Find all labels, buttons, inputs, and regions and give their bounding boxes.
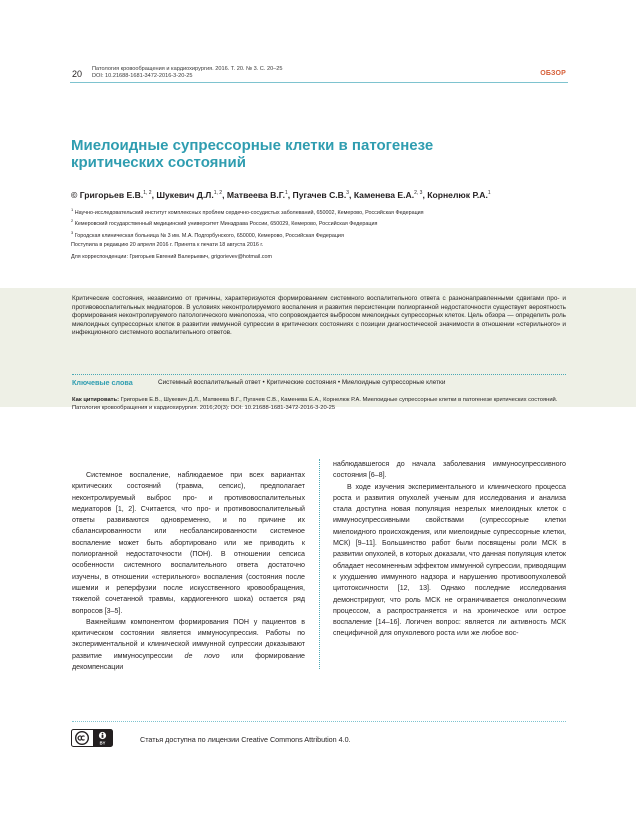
doi-line: DOI: 10.21688-1681-3472-2016-3-20-25 [92,73,193,80]
citation-text: Григорьев Е.В., Шукевич Д.Л., Матвеева В.Г., Пугачев С.В., Каменева Е.А., Корнелюк Р.А. Миелоидные супрессорные клетки в патогенезе критических состояний. Патология кровообращения и кардиохирургия. 2016;20(3): DOI: 10.21688-1681-3472-2016-3-20-25 [72,397,558,411]
cc-by-badge[interactable] [71,729,113,747]
paragraph: наблюдавшегося до начала заболевания иммуносупрессивного состояния [6–8]. [333,460,566,480]
journal-line: Патология кровообращения и кардиохирургия. 2016. Т. 20. № 3. С. 20–25 [92,66,283,72]
citation-label: Как цитировать: [72,397,120,403]
abstract-divider [72,374,566,375]
correspondence: Для корреспонденции: Григорьев Евгений Валерьевич, grigorievev@hotmail.com [71,254,272,260]
title-line-1: Миелоидные супрессорные клетки в патогенезе [71,137,434,154]
author: Корнелюк Р.А.$^1$ [427,190,491,200]
paragraph: Важнейшим компонентом формирования ПОН у пациентов в критическом состоянии является иммуносупрессия. Работы по экспериментальной и клинической иммунной супрессии доказывают развитие иммуносупрессии de novo или формирование декомпенсации [72,617,305,672]
cc-license-icon [71,729,113,747]
received-dates: Поступила в редакцию 20 апреля 2016 г. Принята к печати 18 августа 2016 г. [71,242,264,248]
page-number: 20 [72,69,83,79]
header-divider [70,82,568,83]
body-column-left [72,470,305,673]
author: Каменева Е.А.$^{2, 3}$, [353,190,428,200]
footer-divider [72,721,566,722]
section-label: ОБЗОР [540,70,566,77]
author: Матвеева В.Г.$^1$, [226,190,293,200]
running-header [92,66,283,81]
article-title [71,137,551,171]
paragraph: Системное воспаление, наблюдаемое при всех вариантах критических состояний (травма, сепсис), предполагает неконтролируемый выброс про- и противовоспалительных медиаторов [1, 2]. Считается, что про- и противовоспалительный ответы развиваются одновременно, и по причине их сбалансированности или несбалансированности системное воспаление может быть абортировано или же приводить к полиорганной недостаточности (ПОН). В отношении сепсиса особенности системного воспалительного ответа достаточно изучены, в отношении «стерильного» воспаления (состояния после ишемии и реперфузии после искусственного кровообращения, тяжелой сочетанной травмы, кардиогенного шока) остается ряд вопросов [3–5]. [72,471,305,615]
license-text: Статья доступна по лицензии Creative Commons Attribution 4.0. [140,735,351,744]
body-column-right [333,459,566,640]
affiliation-3: $^3$ Городская клиническая больница № 3 им. М.А. Подгорбунского, 650000, Кемерово, Российская Федерация [71,230,344,239]
affiliation-2: $^2$ Кемеровский государственный медицинский университет Минздрава России, 650029, Кемерово, Российская Федерация [71,218,378,227]
abstract-text: Критические состояния, независимо от причины, характеризуются формированием системного воспалительного ответа с разнонаправленными сдвигами про- и противовоспалительных медиаторов. В условиях неконтролируемого воспаления и развития персистенции полиорганной недостаточности существует вероятность формирования неконтролируемого патологического миелопоэза, что сопровождается выбросом миелоидных супрессорных клеток. Цель обзора — определить роль миелоидных супрессорных клеток в развитии иммунной супрессии в критических состояниях с позиции диагностической значимости в отношении «стерильного» и инфекционного системного воспалительного ответов. [72,295,566,337]
keywords-label: Ключевые слова [72,378,133,387]
paragraph: В ходе изучения экспериментального и клинического процесса роста и развития опухолей ученым для исследования и анализа стала доступна новая популяция незрелых миелоидных клеток с иммуносупрессивными свойствами (супрессорные клетки миелоидного происхождения, или миелоидные супрессорные клетки, МСК) [9–11]. Большинство работ были посвящены роли МСК в развитии опухолей, в которых доказали, что данная популяция клеток обладает несомненным эффектом иммунной супрессии, приводящим к ухудшению иммунного надзора и нарушению противоопухолевой цитотоксичности [12, 13]. Однако последние исследования демонстрируют, что роль МСК не ограничивается онкологическим процессом, а распространяется и на хроническое или острое воспаление [14–16]. Логичен вопрос: является ли активность МСК специфичной для опухолевого роста или же любое вос- [333,482,566,638]
cc-by-label: BY [99,740,106,746]
author: Шукевич Д.Л.$^{1, 2}$, [156,190,227,200]
column-divider [319,459,320,669]
keywords: Системный воспалительный ответ • Критические состояния • Миелоидные супрессорные клетки [158,379,446,386]
author-list [71,190,571,200]
citation [72,397,562,413]
author: © Григорьев Е.В.$^{1, 2}$, [71,190,157,200]
affiliation-1: $^1$ Научно-исследовательский институт комплексных проблем сердечно-сосудистых заболеваний, 650002, Кемерово, Российская Федерация [71,207,424,216]
title-line-2: критических состояний [71,154,246,171]
author: Пугачев С.В.$^3$, [292,190,354,200]
